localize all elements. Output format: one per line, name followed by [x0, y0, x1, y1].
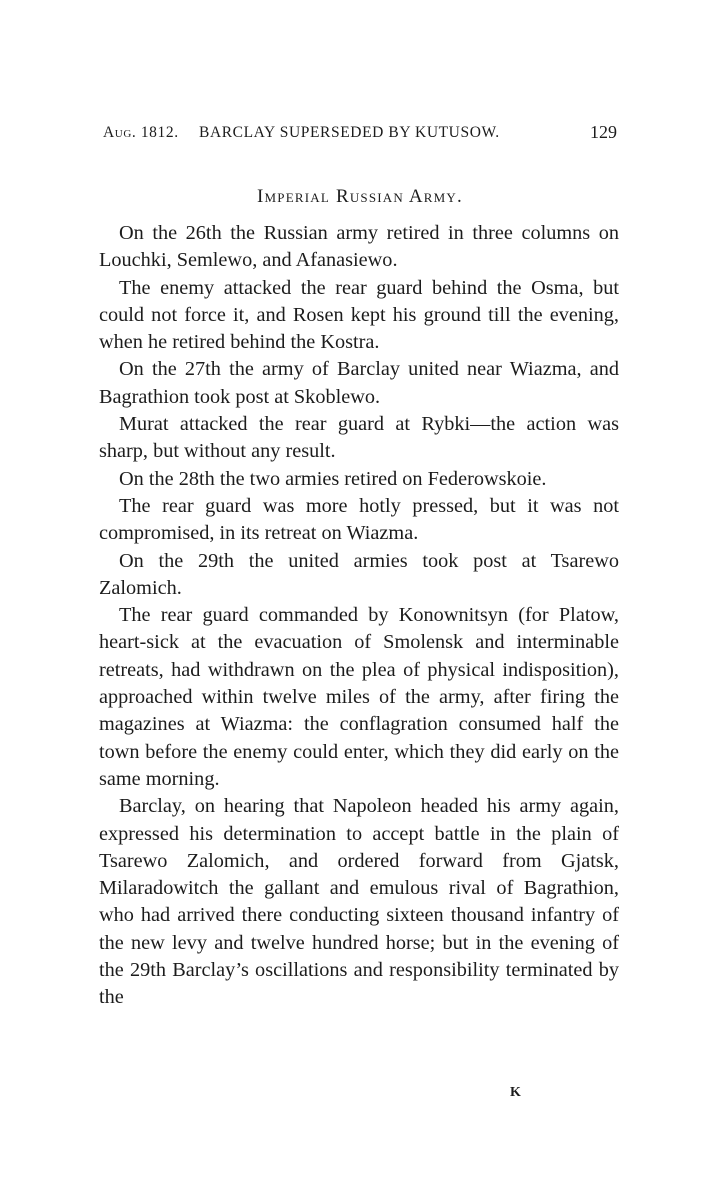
running-head-date: Aug. 1812.: [103, 124, 179, 141]
paragraph: The rear guard commanded by Konownitsyn (for Platow, heart-sick at the evacuation of Smolensk and interminable retreats, had withdrawn on the plea of physical indisposition), approached within twelve miles of the army, after firing the magazines at Wiazma: the conflagration consumed half the town before the enemy could enter, which they did early on the same morning.: [99, 604, 619, 790]
body-text: [99, 220, 619, 1012]
paragraph: Barclay, on hearing that Napoleon headed his army again, expressed his determination to accept battle in the plain of Tsarewo Zalomich, and ordered forward from Gjatsk, Milaradowitch the gallant and emulous rival of Bagrathion, who had arrived there conducting sixteen thousand infantry of the new levy and twelve hundred horse; but in the evening of the 29th Barclay’s oscillations and responsibility terminated by the: [99, 795, 619, 1009]
paragraph: Murat attacked the rear guard at Rybki—the action was sharp, but without any result.: [99, 413, 619, 463]
paragraph: On the 29th the united armies took post at Tsarewo Zalomich.: [99, 549, 619, 599]
signature-mark: K: [510, 1085, 521, 1100]
paragraph: On the 28th the two armies retired on Federowskoie.: [119, 467, 547, 490]
running-head: [103, 124, 617, 146]
paragraph: On the 27th the army of Barclay united near Wiazma, and Bagrathion took post at Skoblewo.: [99, 358, 619, 408]
running-head-title: BARCLAY SUPERSEDED BY KUTUSOW.: [199, 124, 500, 141]
paragraph: On the 26th the Russian army retired in three columns on Louchki, Semlewo, and Afanasiewo.: [99, 222, 619, 272]
page-number: 129: [590, 122, 617, 142]
section-heading: Imperial Russian Army.: [257, 186, 463, 207]
paragraph: The rear guard was more hotly pressed, but it was not compromised, in its retreat on Wiazma.: [99, 494, 619, 545]
paragraph: The enemy attacked the rear guard behind the Osma, but could not force it, and Rosen kept his ground till the evening, when he retired behind the Kostra.: [99, 276, 619, 354]
